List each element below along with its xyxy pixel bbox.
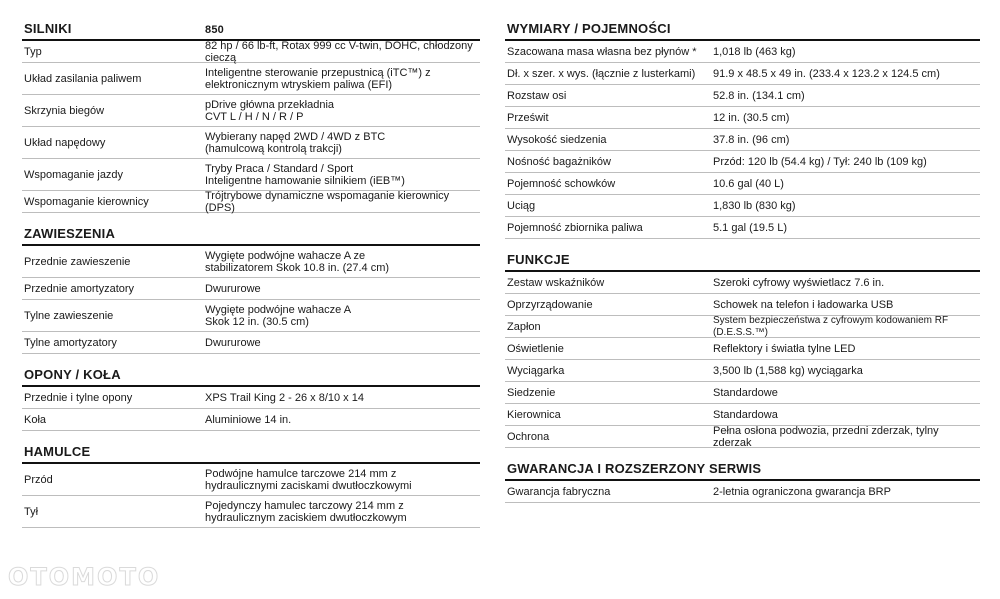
spec-label: Wysokość siedzenia bbox=[507, 133, 607, 146]
section-header bbox=[505, 18, 980, 41]
spec-row bbox=[505, 41, 980, 63]
spec-label: Tył bbox=[24, 505, 39, 518]
spec-row bbox=[22, 41, 480, 63]
spec-row bbox=[505, 63, 980, 85]
section-silniki bbox=[22, 18, 480, 213]
spec-row bbox=[22, 300, 480, 332]
spec-label: Dł. x szer. x wys. (łącznie z lusterkami) bbox=[507, 67, 696, 80]
watermark-logo: OTOMOTO bbox=[8, 563, 161, 591]
right-column bbox=[505, 18, 980, 513]
section-title: GWARANCJA I ROZSZERZONY SERWIS bbox=[507, 461, 762, 476]
spec-label: Zestaw wskaźników bbox=[507, 276, 605, 289]
section-header bbox=[22, 223, 480, 246]
spec-value: Pełna osłona podwozia, przedni zderzak, tylny zderzak bbox=[713, 424, 939, 449]
section-title: FUNKCJE bbox=[507, 252, 570, 267]
spec-value: 5.1 gal (19.5 L) bbox=[713, 221, 787, 234]
spec-value: Wygięte podwójne wahacze A ze stabilizatorem Skok 10.8 in. (27.4 cm) bbox=[205, 249, 390, 274]
section-title: OPONY / KOŁA bbox=[24, 367, 121, 382]
spec-row bbox=[22, 63, 480, 95]
spec-row bbox=[505, 426, 980, 448]
section-header bbox=[505, 458, 980, 481]
spec-label: Zapłon bbox=[507, 320, 541, 333]
spec-row bbox=[22, 464, 480, 496]
spec-label: Układ napędowy bbox=[24, 136, 106, 149]
spec-value: System bezpieczeństwa z cyfrowym kodowaniem RF (D.E.S.S.™) bbox=[713, 314, 949, 338]
spec-value: pDrive główna przekładnia CVT L / H / N / R / P bbox=[205, 98, 335, 123]
spec-value: 37.8 in. (96 cm) bbox=[713, 133, 790, 146]
spec-value: XPS Trail King 2 - 26 x 8/10 x 14 bbox=[205, 391, 364, 404]
spec-value: Inteligentne sterowanie przepustnicą (iTC™) z elektronicznym wtryskiem paliwa (EFI) bbox=[205, 66, 431, 91]
spec-value: 91.9 x 48.5 x 49 in. (233.4 x 123.2 x 124.5 cm) bbox=[713, 67, 940, 80]
spec-label: Przednie zawieszenie bbox=[24, 255, 131, 268]
section-zawieszenia bbox=[22, 223, 480, 354]
section-title: SILNIKI bbox=[24, 21, 72, 36]
spec-value: Aluminiowe 14 in. bbox=[205, 413, 292, 426]
spec-value: 1,018 lb (463 kg) bbox=[713, 45, 796, 58]
spec-label: Układ zasilania paliwem bbox=[24, 72, 142, 85]
spec-label: Przednie i tylne opony bbox=[24, 391, 133, 404]
spec-label: Gwarancja fabryczna bbox=[507, 485, 611, 498]
spec-value: Podwójne hamulce tarczowe 214 mm z hydraulicznymi zaciskami dwutłoczkowymi bbox=[205, 467, 412, 492]
spec-label: Typ bbox=[24, 45, 42, 58]
spec-label: Skrzynia biegów bbox=[24, 104, 105, 117]
model-label: 850 bbox=[205, 24, 224, 36]
spec-label: Tylne zawieszenie bbox=[24, 309, 114, 322]
spec-label: Tylne amortyzatory bbox=[24, 336, 117, 349]
spec-value: 12 in. (30.5 cm) bbox=[713, 111, 790, 124]
section-header bbox=[22, 441, 480, 464]
spec-label: Przód bbox=[24, 473, 53, 486]
spec-label: Pojemność zbiornika paliwa bbox=[507, 221, 643, 234]
spec-value: Wygięte podwójne wahacze A Skok 12 in. (30.5 cm) bbox=[205, 303, 351, 328]
spec-value: 52.8 in. (134.1 cm) bbox=[713, 89, 805, 102]
spec-row bbox=[22, 246, 480, 278]
spec-value: Pojedynczy hamulec tarczowy 214 mm z hydraulicznym zaciskiem dwutłoczkowym bbox=[205, 499, 407, 524]
spec-row bbox=[505, 107, 980, 129]
spec-label: Przednie amortyzatory bbox=[24, 282, 135, 295]
section-title: ZAWIESZENIA bbox=[24, 226, 116, 241]
spec-row bbox=[22, 95, 480, 127]
spec-value: 3,500 lb (1,588 kg) wyciągarka bbox=[713, 364, 863, 377]
spec-row bbox=[505, 316, 980, 338]
spec-row bbox=[22, 387, 480, 409]
spec-row bbox=[505, 217, 980, 239]
spec-value: Trójtrybowe dynamiczne wspomaganie kierownicy (DPS) bbox=[205, 189, 450, 214]
spec-value: Standardowe bbox=[713, 386, 778, 399]
spec-label: Wspomaganie kierownicy bbox=[24, 195, 149, 208]
spec-label: Prześwit bbox=[507, 111, 549, 124]
section-title: WYMIARY / POJEMNOŚCI bbox=[507, 21, 671, 36]
spec-label: Oprzyrządowanie bbox=[507, 298, 593, 311]
section-funkcje bbox=[505, 249, 980, 448]
spec-row bbox=[505, 173, 980, 195]
spec-label: Kierownica bbox=[507, 408, 561, 421]
spec-label: Nośność bagażników bbox=[507, 155, 611, 168]
section-header bbox=[22, 18, 480, 41]
section-wymiary bbox=[505, 18, 980, 239]
spec-label: Siedzenie bbox=[507, 386, 556, 399]
spec-row bbox=[22, 159, 480, 191]
spec-row bbox=[505, 129, 980, 151]
spec-row bbox=[22, 127, 480, 159]
spec-label: Rozstaw osi bbox=[507, 89, 567, 102]
spec-value: Szeroki cyfrowy wyświetlacz 7.6 in. bbox=[713, 276, 885, 289]
spec-label: Ochrona bbox=[507, 430, 550, 443]
spec-row bbox=[22, 332, 480, 354]
spec-row bbox=[505, 272, 980, 294]
spec-label: Szacowana masa własna bez płynów * bbox=[507, 45, 697, 58]
spec-row bbox=[505, 294, 980, 316]
spec-value: Schowek na telefon i ładowarka USB bbox=[713, 298, 894, 311]
section-header bbox=[22, 364, 480, 387]
spec-label: Oświetlenie bbox=[507, 342, 564, 355]
spec-row bbox=[505, 195, 980, 217]
spec-value: 10.6 gal (40 L) bbox=[713, 177, 784, 190]
spec-value: Dwururowe bbox=[205, 282, 261, 295]
spec-row bbox=[505, 382, 980, 404]
spec-row bbox=[22, 496, 480, 528]
section-header bbox=[505, 249, 980, 272]
spec-value: 2-letnia ograniczona gwarancja BRP bbox=[713, 485, 891, 498]
spec-row bbox=[22, 191, 480, 213]
section-gwarancja bbox=[505, 458, 980, 503]
spec-value: Tryby Praca / Standard / Sport Inteligentne hamowanie silnikiem (iEB™) bbox=[205, 162, 405, 187]
spec-row bbox=[22, 409, 480, 431]
spec-value: Wybierany napęd 2WD / 4WD z BTC (hamulcową kontrolą trakcji) bbox=[205, 130, 386, 155]
section-hamulce bbox=[22, 441, 480, 528]
spec-row bbox=[505, 404, 980, 426]
spec-label: Pojemność schowków bbox=[507, 177, 616, 190]
spec-label: Koła bbox=[24, 413, 47, 426]
spec-value: Standardowa bbox=[713, 408, 778, 421]
spec-value: 82 hp / 66 lb-ft, Rotax 999 cc V-twin, DOHC, chłodzony cieczą bbox=[205, 39, 473, 64]
spec-value: Reflektory i światła tylne LED bbox=[713, 342, 856, 355]
spec-value: 1,830 lb (830 kg) bbox=[713, 199, 796, 212]
spec-row bbox=[505, 360, 980, 382]
spec-value: Przód: 120 lb (54.4 kg) / Tył: 240 lb (109 kg) bbox=[713, 155, 927, 168]
section-opony bbox=[22, 364, 480, 431]
spec-row bbox=[505, 151, 980, 173]
left-column bbox=[22, 18, 480, 538]
spec-label: Uciąg bbox=[507, 199, 536, 212]
spec-label: Wspomaganie jazdy bbox=[24, 168, 124, 181]
spec-row bbox=[505, 85, 980, 107]
spec-value: Dwururowe bbox=[205, 336, 261, 349]
spec-row bbox=[505, 481, 980, 503]
spec-label: Wyciągarka bbox=[507, 364, 565, 377]
section-title: HAMULCE bbox=[24, 444, 91, 459]
spec-row bbox=[505, 338, 980, 360]
spec-row bbox=[22, 278, 480, 300]
